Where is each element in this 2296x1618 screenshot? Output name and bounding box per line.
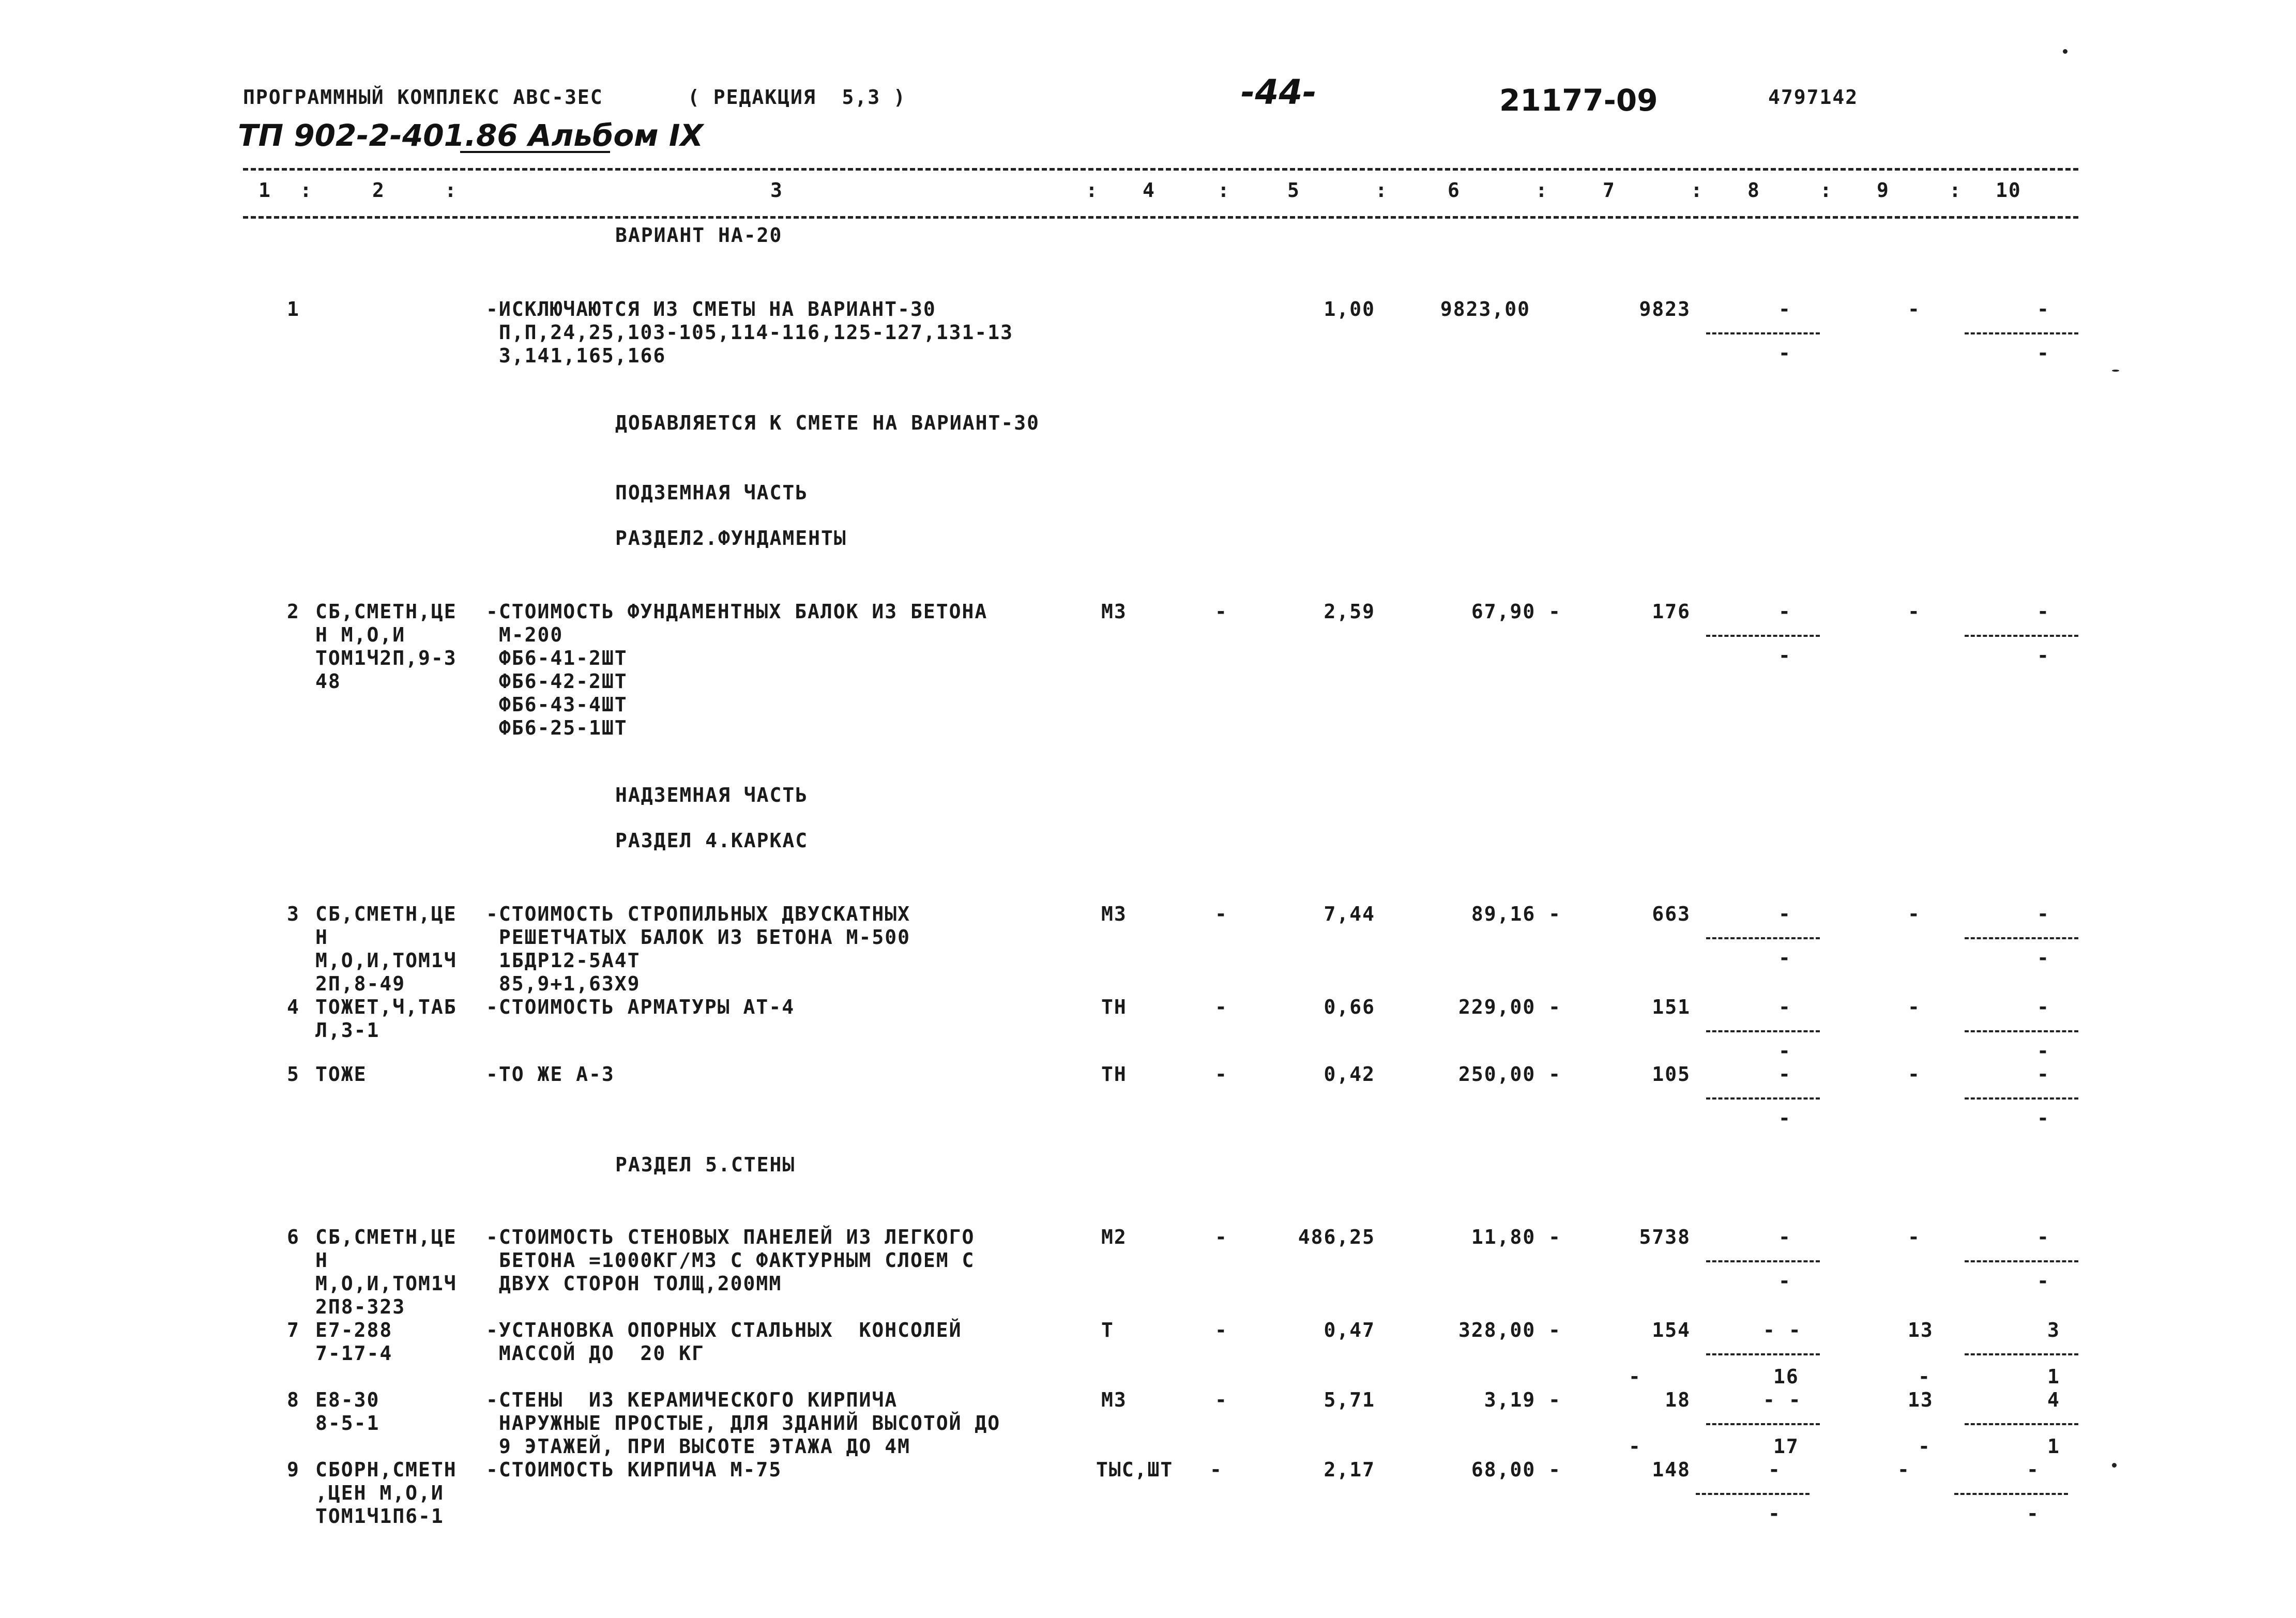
section-variant: ВАРИАНТ НА-20 bbox=[615, 224, 783, 247]
row-col10-rule bbox=[1965, 1097, 2078, 1100]
row-number: 6 bbox=[287, 1226, 300, 1248]
section-frame: РАЗДЕЛ 4.КАРКАС bbox=[615, 829, 809, 852]
row-basis: Е7-288 bbox=[315, 1319, 393, 1341]
row-col9-secondary: - bbox=[1918, 1435, 1931, 1458]
row-col10-bottom: - bbox=[2037, 1107, 2050, 1129]
row-col10-bottom: - bbox=[2037, 644, 2050, 667]
col-sep: : bbox=[1375, 179, 1388, 202]
row-col8-top: - bbox=[1778, 600, 1791, 623]
row-basis: СБ,СМЕТН,ЦЕ bbox=[315, 600, 457, 623]
row-col9: 13 bbox=[1908, 1319, 1934, 1341]
row-col9: - bbox=[1908, 298, 1921, 320]
row-col8-rule bbox=[1706, 1030, 1820, 1032]
row-total: 154 bbox=[1652, 1319, 1691, 1341]
section-adds: ДОБАВЛЯЕТСЯ К СМЕТЕ НА ВАРИАНТ-30 bbox=[615, 411, 1040, 434]
row-description: ФБ6-25-1ШТ bbox=[486, 716, 628, 739]
row-description: -СТЕНЫ ИЗ КЕРАМИЧЕСКОГО КИРПИЧА bbox=[486, 1388, 898, 1411]
row-unit: М2 bbox=[1101, 1226, 1127, 1248]
edition: ( РЕДАКЦИЯ 5,3 ) bbox=[688, 86, 906, 109]
row-unit: М3 bbox=[1101, 600, 1127, 623]
row-col8-rule bbox=[1706, 937, 1820, 939]
row-basis: СБ,СМЕТН,ЦЕ bbox=[315, 903, 457, 925]
row-total: 151 bbox=[1652, 996, 1691, 1018]
row-col4: - bbox=[1215, 903, 1228, 925]
row-col10-bottom: 1 bbox=[2047, 1435, 2060, 1458]
row-number: 1 bbox=[287, 298, 300, 320]
row-total: 18 bbox=[1665, 1388, 1691, 1411]
row-unit-price: 3,19 - bbox=[1484, 1388, 1561, 1411]
row-description: ФБ6-42-2ШТ bbox=[486, 670, 628, 693]
row-quantity: 2,17 bbox=[1324, 1458, 1375, 1481]
row-col8-top: - bbox=[1768, 1458, 1781, 1481]
row-basis: ТОМ1Ч1П6-1 bbox=[315, 1505, 444, 1528]
row-col10-top: - bbox=[2027, 1458, 2040, 1481]
row-col9: 13 bbox=[1908, 1388, 1934, 1411]
row-col8-bottom: - bbox=[1778, 644, 1791, 667]
row-description: -СТОИМОСТЬ КИРПИЧА М-75 bbox=[486, 1458, 782, 1481]
col-3: 3 bbox=[770, 179, 783, 202]
row-description: М-200 bbox=[486, 623, 564, 646]
row-basis: М,О,И,ТОМ1Ч bbox=[315, 1272, 457, 1295]
row-unit: ТЫС,ШТ bbox=[1096, 1458, 1174, 1481]
section-underground: ПОДЗЕМНАЯ ЧАСТЬ bbox=[615, 481, 809, 504]
row-number: 3 bbox=[287, 903, 300, 925]
row-description: -СТОИМОСТЬ ФУНДАМЕНТНЫХ БАЛОК ИЗ БЕТОНА bbox=[486, 600, 988, 623]
row-basis: СБ,СМЕТН,ЦЕ bbox=[315, 1226, 457, 1248]
row-col8-top: - bbox=[1778, 903, 1791, 925]
row-col8-rule bbox=[1696, 1493, 1810, 1495]
row-unit-price: 229,00 - bbox=[1458, 996, 1561, 1018]
row-basis: СБОРН,СМЕТН bbox=[315, 1458, 457, 1481]
row-col10-top: - bbox=[2037, 996, 2050, 1018]
col-10: 10 bbox=[1996, 179, 2021, 202]
row-description: -ИСКЛЮЧАЮТСЯ ИЗ СМЕТЫ НА ВАРИАНТ-30 bbox=[486, 298, 936, 320]
row-unit: ТН bbox=[1101, 1063, 1127, 1086]
row-col10-rule bbox=[1954, 1493, 2068, 1495]
row-col8-rule bbox=[1706, 1423, 1820, 1425]
row-basis: М,О,И,ТОМ1Ч bbox=[315, 949, 457, 972]
row-description: ДВУХ СТОРОН ТОЛЩ,200ММ bbox=[486, 1272, 782, 1295]
row-total: 5738 bbox=[1639, 1226, 1691, 1248]
col-sep: : bbox=[1949, 179, 1962, 202]
row-col10-bottom: - bbox=[2037, 947, 2050, 969]
col-6: 6 bbox=[1448, 179, 1461, 202]
scan-speck bbox=[2063, 49, 2067, 54]
row-description: 85,9+1,63Х9 bbox=[486, 972, 641, 995]
row-unit-price: 11,80 - bbox=[1471, 1226, 1561, 1248]
row-description: РЕШЕТЧАТЫХ БАЛОК ИЗ БЕТОНА М-500 bbox=[486, 926, 910, 949]
program-name: ПРОГРАММНЫЙ КОМПЛЕКС АВС-ЗЕС bbox=[243, 86, 603, 109]
row-col8-bottom: - bbox=[1768, 1502, 1781, 1525]
row-col9: - bbox=[1897, 1458, 1910, 1481]
row-col4: - bbox=[1215, 996, 1228, 1018]
row-col10-bottom: - bbox=[2037, 1040, 2050, 1062]
row-description: ФБ6-43-4ШТ bbox=[486, 693, 628, 716]
row-col8-top: - bbox=[1778, 996, 1791, 1018]
row-col8-bottom: - bbox=[1778, 342, 1791, 364]
row-description: -УСТАНОВКА ОПОРНЫХ СТАЛЬНЫХ КОНСОЛЕЙ bbox=[486, 1319, 962, 1341]
row-number: 7 bbox=[287, 1319, 300, 1341]
row-col9: - bbox=[1908, 600, 1921, 623]
col-sep: : bbox=[1820, 179, 1833, 202]
row-quantity: 5,71 bbox=[1324, 1388, 1375, 1411]
row-quantity: 0,66 bbox=[1324, 996, 1375, 1018]
row-unit-price: 89,16 - bbox=[1471, 903, 1561, 925]
col-2: 2 bbox=[372, 179, 385, 202]
col-5: 5 bbox=[1287, 179, 1300, 202]
col-7: 7 bbox=[1603, 179, 1616, 202]
row-basis: Л,3-1 bbox=[315, 1019, 380, 1042]
row-description: 3,141,165,166 bbox=[486, 344, 666, 367]
row-quantity: 2,59 bbox=[1324, 600, 1375, 623]
row-col9-secondary: - bbox=[1918, 1365, 1931, 1388]
col-sep: : bbox=[300, 179, 313, 202]
row-basis: 48 bbox=[315, 670, 341, 693]
row-col4: - bbox=[1215, 1063, 1228, 1086]
section-foundations: РАЗДЕЛ2.ФУНДАМЕНТЫ bbox=[615, 527, 847, 549]
row-description: -СТОИМОСТЬ СТРОПИЛЬНЫХ ДВУСКАТНЫХ bbox=[486, 903, 910, 925]
row-quantity: 486,25 bbox=[1298, 1226, 1375, 1248]
row-col4: - bbox=[1210, 1458, 1223, 1481]
row-col8-bottom: 17 bbox=[1773, 1435, 1799, 1458]
row-total: 148 bbox=[1652, 1458, 1691, 1481]
row-quantity: 7,44 bbox=[1324, 903, 1375, 925]
row-col9: - bbox=[1908, 996, 1921, 1018]
row-col10-top: 3 bbox=[2047, 1319, 2060, 1341]
row-description: НАРУЖНЫЕ ПРОСТЫЕ, ДЛЯ ЗДАНИЙ ВЫСОТОЙ ДО bbox=[486, 1412, 1001, 1434]
row-col4: - bbox=[1215, 600, 1228, 623]
row-unit-price: 67,90 - bbox=[1471, 600, 1561, 623]
col-8: 8 bbox=[1747, 179, 1760, 202]
row-unit: ТН bbox=[1101, 996, 1127, 1018]
row-description: 9 ЭТАЖЕЙ, ПРИ ВЫСОТЕ ЭТАЖА ДО 4М bbox=[486, 1435, 910, 1458]
row-col10-bottom: - bbox=[2037, 1270, 2050, 1292]
col-9: 9 bbox=[1877, 179, 1890, 202]
row-col8-rule bbox=[1706, 332, 1820, 334]
album-label: ТП 902-2-401.86 Альбом IX bbox=[238, 118, 704, 153]
row-col8-bottom: - bbox=[1778, 947, 1791, 969]
row-col8-bottom: - bbox=[1778, 1040, 1791, 1062]
row-col10-top: - bbox=[2037, 600, 2050, 623]
row-unit-price: 250,00 - bbox=[1458, 1063, 1561, 1086]
row-col8-top: - bbox=[1778, 1226, 1791, 1248]
row-basis: Е8-30 bbox=[315, 1388, 380, 1411]
row-col8-bottom: 16 bbox=[1773, 1365, 1799, 1388]
row-col8-top: - bbox=[1778, 298, 1791, 320]
order-number: 4797142 bbox=[1768, 86, 1859, 109]
row-unit-price: 9823,00 bbox=[1440, 298, 1530, 320]
row-number: 5 bbox=[287, 1063, 300, 1086]
col-4: 4 bbox=[1143, 179, 1155, 202]
row-basis: ТОМ1Ч2П,9-3 bbox=[315, 647, 457, 669]
row-unit: М3 bbox=[1101, 903, 1127, 925]
row-basis: ТОЖЕ bbox=[315, 1063, 367, 1086]
row-col8-bottom: - bbox=[1778, 1270, 1791, 1292]
row-total-secondary: - bbox=[1629, 1365, 1641, 1388]
row-col10-bottom: 1 bbox=[2047, 1365, 2060, 1388]
row-col9: - bbox=[1908, 1226, 1921, 1248]
document-code: 21177-09 bbox=[1499, 83, 1658, 118]
row-col9: - bbox=[1908, 1063, 1921, 1086]
row-col10-rule bbox=[1965, 1423, 2078, 1425]
row-total: 105 bbox=[1652, 1063, 1691, 1086]
row-total: 176 bbox=[1652, 600, 1691, 623]
scan-speck bbox=[2112, 370, 2119, 372]
scan-speck bbox=[2112, 1463, 2117, 1468]
row-total: 9823 bbox=[1639, 298, 1691, 320]
row-quantity: 0,42 bbox=[1324, 1063, 1375, 1086]
row-number: 9 bbox=[287, 1458, 300, 1481]
row-basis: ТОЖЕТ,Ч,ТАБ bbox=[315, 996, 457, 1018]
row-basis: ,ЦЕН М,О,И bbox=[315, 1482, 444, 1504]
row-col4: - bbox=[1215, 1319, 1228, 1341]
row-col10-top: - bbox=[2037, 1063, 2050, 1086]
row-col10-bottom: - bbox=[2027, 1502, 2040, 1525]
table-top-rule bbox=[243, 168, 2078, 171]
row-col8-rule bbox=[1706, 1097, 1820, 1100]
row-number: 4 bbox=[287, 996, 300, 1018]
row-unit: Т bbox=[1101, 1319, 1114, 1341]
row-basis: 2П8-323 bbox=[315, 1295, 406, 1318]
row-basis: 2П,8-49 bbox=[315, 972, 406, 995]
row-unit-price: 328,00 - bbox=[1458, 1319, 1561, 1341]
row-unit: М3 bbox=[1101, 1388, 1127, 1411]
col-sep: : bbox=[1535, 179, 1548, 202]
section-overground: НАДЗЕМНАЯ ЧАСТЬ bbox=[615, 784, 809, 806]
row-number: 8 bbox=[287, 1388, 300, 1411]
row-col10-top: - bbox=[2037, 903, 2050, 925]
page-number: -44- bbox=[1241, 72, 1317, 112]
col-sep: : bbox=[445, 179, 458, 202]
row-col4: - bbox=[1215, 1388, 1228, 1411]
col-sep: : bbox=[1691, 179, 1704, 202]
row-col10-top: - bbox=[2037, 298, 2050, 320]
row-basis: Н М,О,И bbox=[315, 623, 406, 646]
row-quantity: 1,00 bbox=[1324, 298, 1375, 320]
row-description: БЕТОНА =1000КГ/М3 С ФАКТУРНЫМ СЛОЕМ С bbox=[486, 1249, 975, 1272]
row-total-secondary: - bbox=[1629, 1435, 1641, 1458]
table-header-rule bbox=[243, 216, 2078, 219]
row-col8-top: - - bbox=[1763, 1319, 1802, 1341]
row-col10-rule bbox=[1965, 635, 2078, 637]
row-col10-rule bbox=[1965, 1260, 2078, 1262]
row-col8-bottom: - bbox=[1778, 1107, 1791, 1129]
row-col10-rule bbox=[1965, 332, 2078, 334]
row-col8-rule bbox=[1706, 1353, 1820, 1355]
row-number: 2 bbox=[287, 600, 300, 623]
row-basis: Н bbox=[315, 1249, 328, 1272]
row-col10-bottom: - bbox=[2037, 342, 2050, 364]
row-quantity: 0,47 bbox=[1324, 1319, 1375, 1341]
row-description: ФБ6-41-2ШТ bbox=[486, 647, 628, 669]
col-sep: : bbox=[1086, 179, 1099, 202]
row-col10-rule bbox=[1965, 1030, 2078, 1032]
row-col8-top: - bbox=[1778, 1063, 1791, 1086]
row-description: -СТОИМОСТЬ СТЕНОВЫХ ПАНЕЛЕЙ ИЗ ЛЕГКОГО bbox=[486, 1226, 975, 1248]
row-description: -ТО ЖЕ А-3 bbox=[486, 1063, 615, 1086]
row-col10-top: - bbox=[2037, 1226, 2050, 1248]
col-sep: : bbox=[1218, 179, 1230, 202]
col-1: 1 bbox=[259, 179, 271, 202]
row-col4: - bbox=[1215, 1226, 1228, 1248]
row-col8-rule bbox=[1706, 1260, 1820, 1262]
row-description: МАССОЙ ДО 20 КГ bbox=[486, 1342, 705, 1365]
row-col10-top: 4 bbox=[2047, 1388, 2060, 1411]
row-col9: - bbox=[1908, 903, 1921, 925]
row-description: -СТОИМОСТЬ АРМАТУРЫ АТ-4 bbox=[486, 996, 795, 1018]
row-basis: 7-17-4 bbox=[315, 1342, 393, 1365]
section-walls: РАЗДЕЛ 5.СТЕНЫ bbox=[615, 1153, 796, 1176]
row-basis: 8-5-1 bbox=[315, 1412, 380, 1434]
row-col10-rule bbox=[1965, 937, 2078, 939]
album-underline bbox=[460, 151, 610, 153]
row-col10-rule bbox=[1965, 1353, 2078, 1355]
row-col8-top: - - bbox=[1763, 1388, 1802, 1411]
row-total: 663 bbox=[1652, 903, 1691, 925]
row-description: П,П,24,25,103-105,114-116,125-127,131-13 bbox=[486, 321, 1013, 344]
row-description: 1БДР12-5А4Т bbox=[486, 949, 641, 972]
row-col8-rule bbox=[1706, 635, 1820, 637]
row-basis: Н bbox=[315, 926, 328, 949]
row-unit-price: 68,00 - bbox=[1471, 1458, 1561, 1481]
